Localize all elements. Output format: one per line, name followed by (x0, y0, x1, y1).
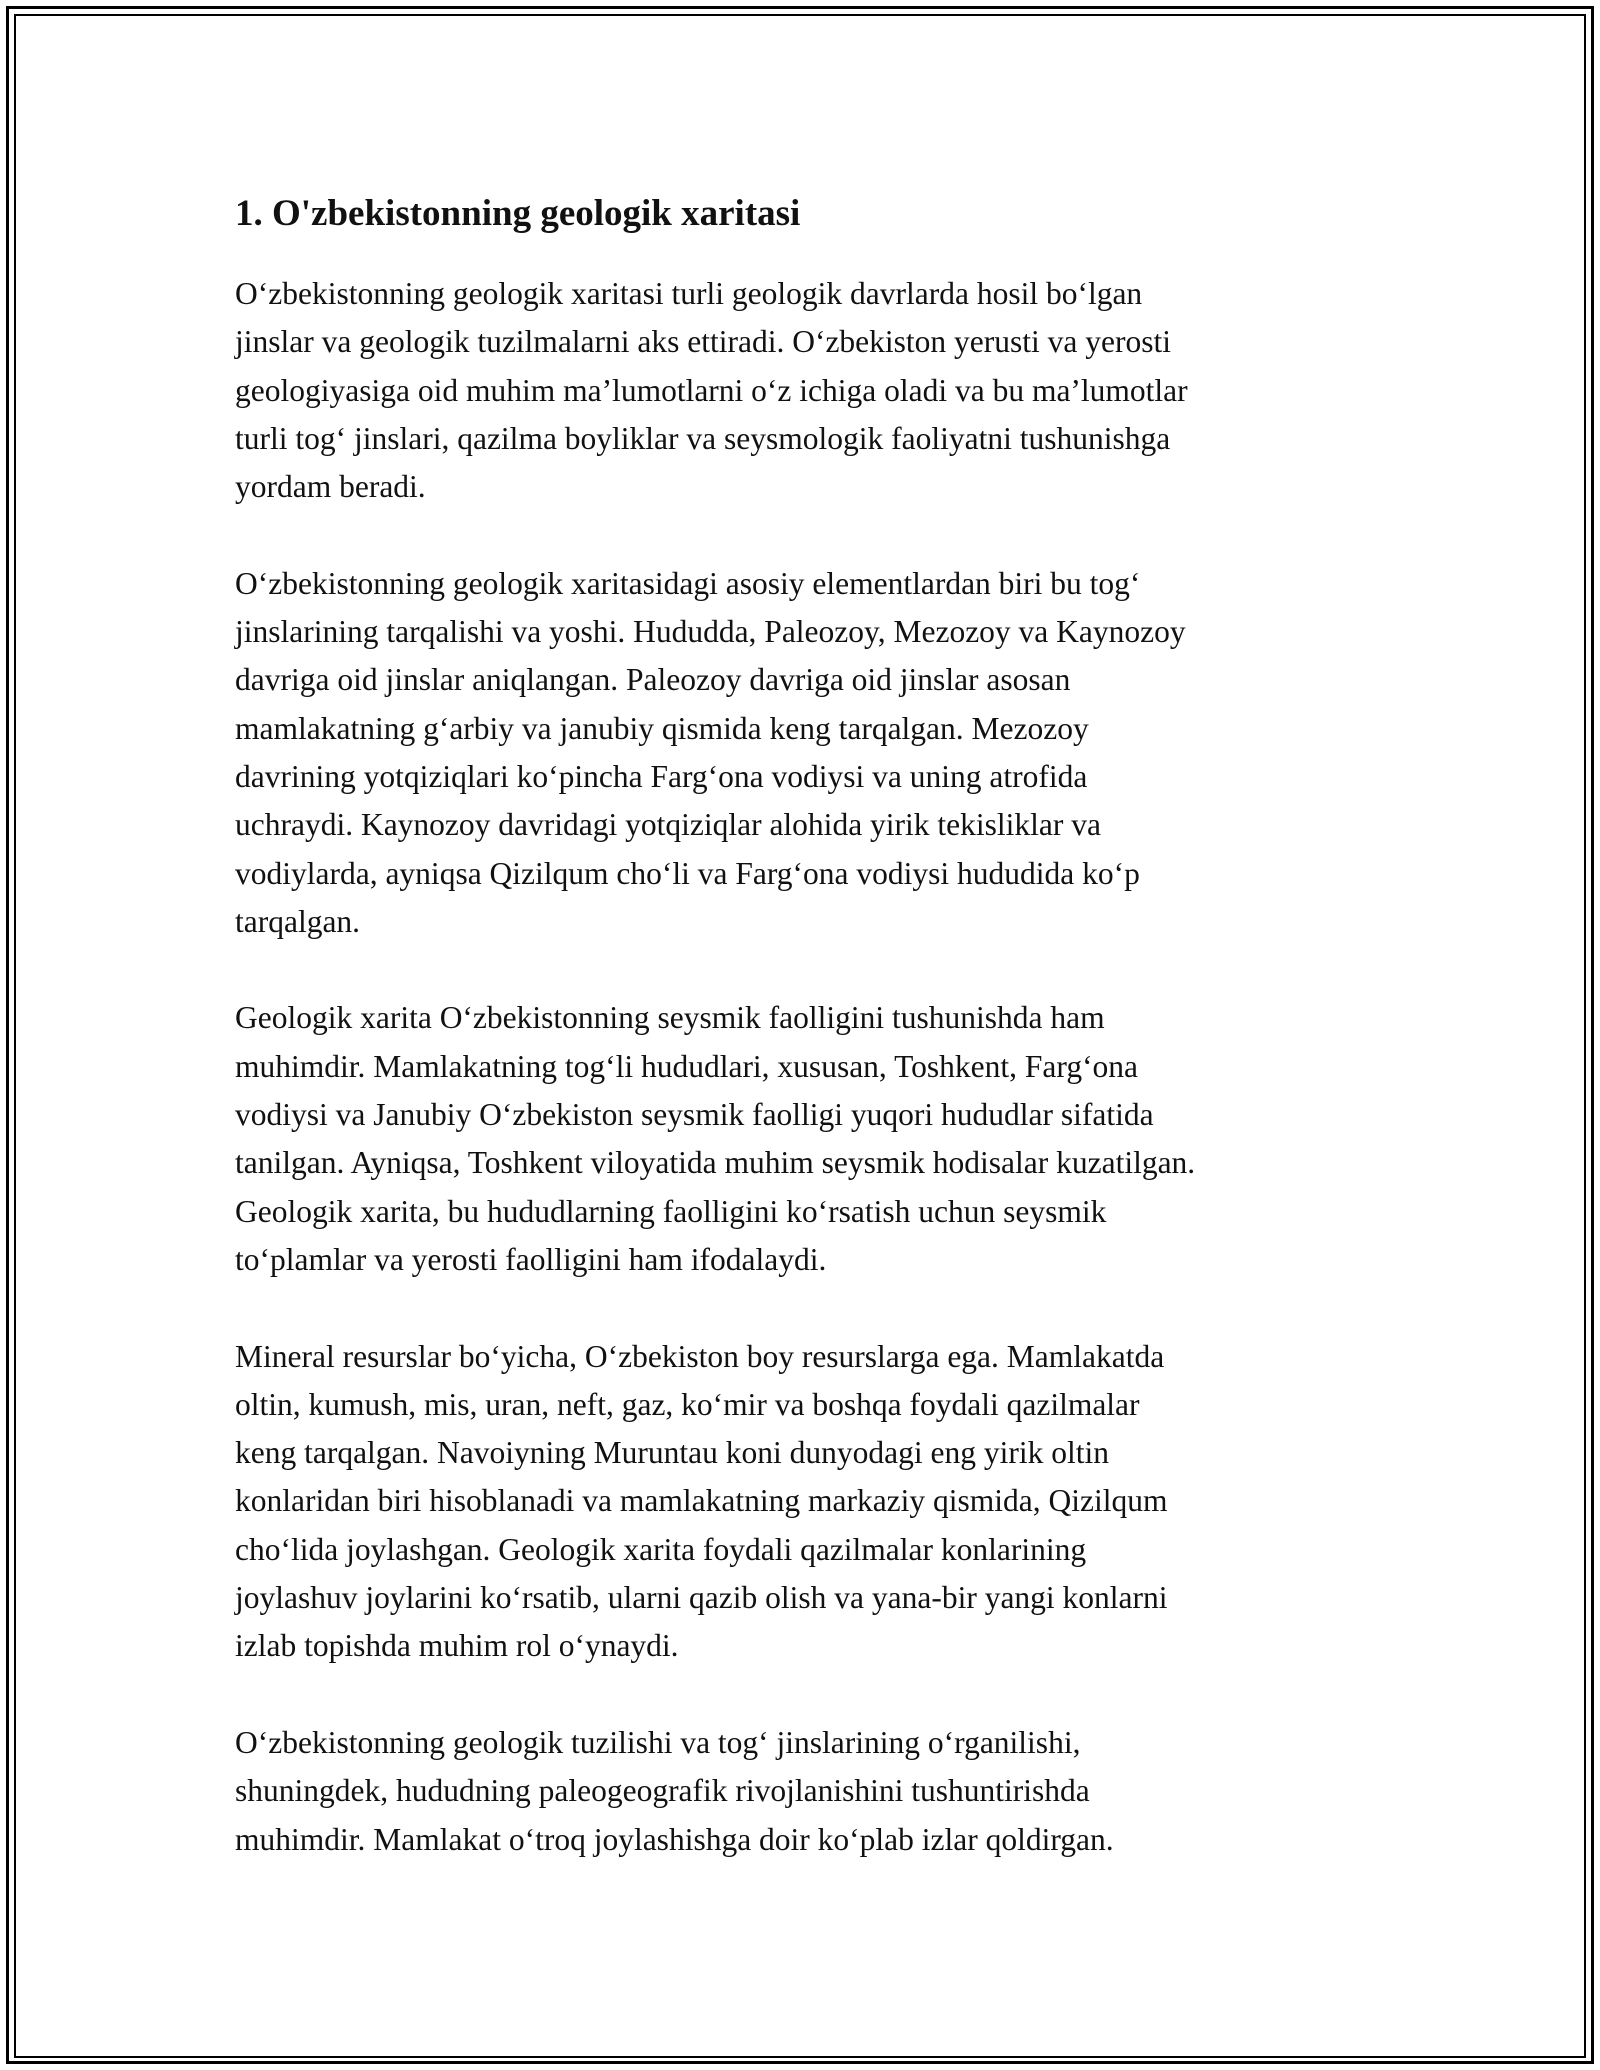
text-line: O‘zbekistonning geologik tuzilishi va tog‘ jinslarining o‘rganilishi, (235, 1724, 1081, 1760)
text-line: cho‘lida joylashgan. Geologik xarita foydali qazilmalar konlarining (235, 1531, 1087, 1567)
text-line: turli tog‘ jinslari, qazilma boyliklar va seysmologik faoliyatni tushunishga (235, 420, 1171, 456)
text-line: vodiylarda, ayniqsa Qizilqum cho‘li va Farg‘ona vodiysi hududida ko‘p (235, 855, 1140, 891)
text-line: muhimdir. Mamlakat o‘troq joylashishga doir ko‘plab izlar qoldirgan. (235, 1821, 1114, 1857)
text-line: konlaridan biri hisoblanadi va mamlakatning markaziy qismida, Qizilqum (235, 1483, 1168, 1519)
text-line: joylashuv joylarini ko‘rsatib, ularni qazib olish va yana-bir yangi konlarni (235, 1580, 1168, 1616)
text-line: keng tarqalgan. Navoiyning Muruntau koni dunyodagi eng yirik oltin (235, 1435, 1109, 1471)
text-line: oltin, kumush, mis, uran, neft, gaz, ko‘mir va boshqa foydali qazilmalar (235, 1386, 1140, 1422)
text-line: yordam beradi. (235, 469, 426, 505)
paragraph-1 (235, 270, 1385, 511)
text-line: Geologik xarita, bu hududlarning faolligini ko‘rsatish uchun seysmik (235, 1193, 1107, 1229)
text-line: tarqalgan. (235, 903, 361, 939)
text-line: davriga oid jinslar aniqlangan. Paleozoy davriga oid jinslar asosan (235, 662, 1071, 698)
text-line: davrining yotqiziqlari ko‘pincha Farg‘ona vodiysi va uning atrofida (235, 758, 1088, 794)
text-line: to‘plamlar va yerosti faolligini ham ifodalaydi. (235, 1241, 827, 1277)
text-line: uchraydi. Kaynozoy davridagi yotqiziqlar alohida yirik tekisliklar va (235, 807, 1101, 843)
text-line: mamlakatning g‘arbiy va janubiy qismida keng tarqalgan. Mezozoy (235, 710, 1089, 746)
text-line: O‘zbekistonning geologik xaritasidagi asosiy elementlardan biri bu tog‘ (235, 565, 1141, 601)
paragraph-3 (235, 994, 1385, 1284)
text-line: Geologik xarita O‘zbekistonning seysmik faolligini tushunishda ham (235, 1000, 1105, 1036)
text-line: izlab topishda muhim rol o‘ynaydi. (235, 1628, 679, 1664)
text-line: shuningdek, hududning paleogeografik rivojlanishini tushuntirishda (235, 1773, 1090, 1809)
paragraph-4 (235, 1333, 1385, 1671)
document-body (235, 180, 1385, 1912)
text-line: O‘zbekistonning geologik xaritasi turli geologik davrlarda hosil bo‘lgan (235, 276, 1143, 311)
document-title: 1. O'zbekistonning geologik xaritasi (235, 193, 801, 234)
paragraph-5 (235, 1719, 1385, 1864)
text-line: jinslarining tarqalishi va yoshi. Hududda, Paleozoy, Mezozoy va Kaynozoy (235, 614, 1186, 650)
text-line: jinslar va geologik tuzilmalarni aks ettiradi. O‘zbekiston yerusti va yerosti (235, 324, 1172, 360)
text-line: muhimdir. Mamlakatning tog‘li hududlari, xususan, Toshkent, Farg‘ona (235, 1048, 1139, 1084)
text-line: geologiyasiga oid muhim ma’lumotlarni o‘z ichiga oladi va bu ma’lumotlar (235, 372, 1188, 408)
text-line: vodiysi va Janubiy O‘zbekiston seysmik faolligi yuqori hududlar sifatida (235, 1097, 1154, 1133)
paragraph-2 (235, 560, 1385, 946)
text-line: Mineral resurslar bo‘yicha, O‘zbekiston boy resurslarga ega. Mamlakatda (235, 1338, 1165, 1374)
text-line: tanilgan. Ayniqsa, Toshkent viloyatida muhim seysmik hodisalar kuzatilgan. (235, 1145, 1196, 1181)
